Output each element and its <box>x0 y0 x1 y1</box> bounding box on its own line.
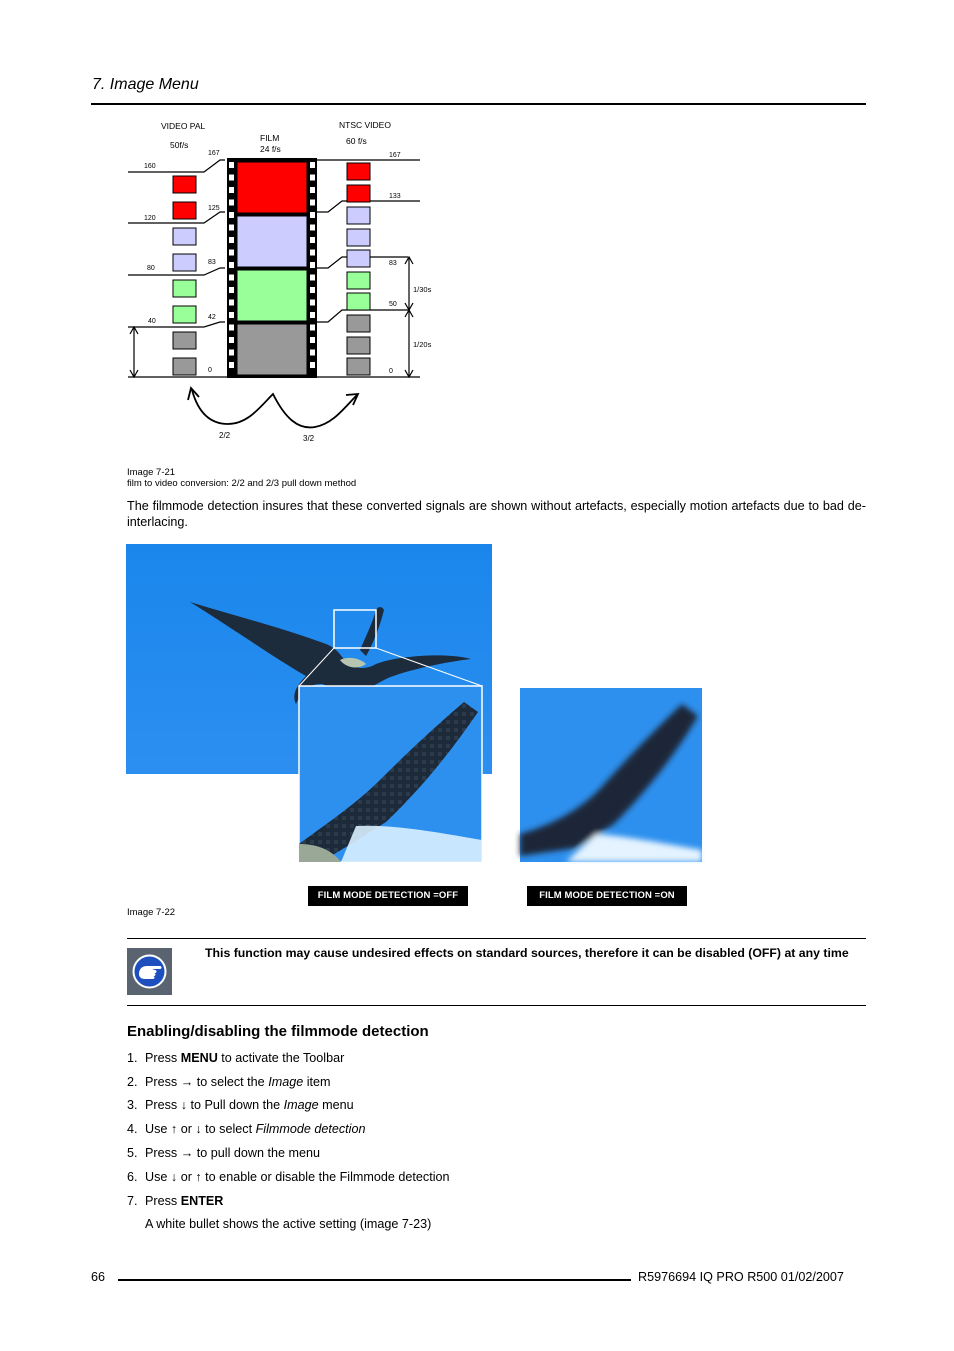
ntsc-tick: 167 <box>389 152 401 159</box>
note-text: This function may cause undesired effects on standard sources, therefore it can be disabled (OFF) at any time <box>205 946 849 960</box>
film-perforation <box>310 250 315 256</box>
step-number: 5. <box>127 1146 138 1160</box>
pal-left-tick: 120 <box>144 215 156 222</box>
pal-frame <box>173 358 196 375</box>
zoom-on-image <box>520 688 702 862</box>
film-perforation <box>229 337 234 343</box>
ntsc-tick: 83 <box>389 260 397 267</box>
film-perforation <box>310 237 315 243</box>
ntsc-tick: 50 <box>389 301 397 308</box>
film-mode-off-label: FILM MODE DETECTION =OFF <box>308 886 468 906</box>
step-item <box>127 1193 223 1209</box>
pulldown-label: 2/2 <box>219 431 231 440</box>
ntsc-frame <box>347 229 370 246</box>
film-perforation <box>229 350 234 356</box>
film-perforation <box>310 287 315 293</box>
step-item <box>127 1121 366 1137</box>
film-perforation <box>310 312 315 318</box>
chapter-title: 7. Image Menu <box>92 76 199 93</box>
ntsc-frame <box>347 250 370 267</box>
step-item <box>127 1050 344 1066</box>
step-note: A white bullet shows the active setting (image 7-23) <box>145 1217 432 1231</box>
pulldown-arrows <box>188 388 358 427</box>
step-text: to activate the Toolbar <box>217 1051 345 1065</box>
pal-left-tick: 40 <box>148 318 156 325</box>
film-perforation <box>229 262 234 268</box>
pal-frame <box>173 306 196 323</box>
film-perforation <box>310 262 315 268</box>
step-keyword: ENTER <box>180 1194 224 1208</box>
ntsc-frames <box>347 163 370 375</box>
step-number: 1. <box>127 1051 138 1065</box>
document-info: R5976694 IQ PRO R500 01/02/2007 <box>638 1270 844 1284</box>
film-perforation <box>310 212 315 218</box>
film-perforation <box>229 237 234 243</box>
film-perforation <box>229 300 234 306</box>
figure-caption-text: film to video conversion: 2/2 and 2/3 pull down method <box>127 478 357 489</box>
step-number: 6. <box>127 1170 138 1184</box>
body-paragraph: The filmmode detection insures that these converted signals are shown without artefacts, especially motion artefacts due to bad de-interlacing. <box>127 499 866 529</box>
ntsc-frame <box>347 207 370 224</box>
ntsc-label: NTSC VIDEO <box>339 120 391 130</box>
pointing-hand-icon <box>127 948 172 995</box>
interval-label: 1/30s <box>413 285 432 294</box>
film-perforation <box>310 337 315 343</box>
film-frame <box>237 324 307 375</box>
step-text: Press <box>145 1051 181 1065</box>
film-perforation <box>229 287 234 293</box>
film-perforation <box>229 175 234 181</box>
film-perforation <box>310 187 315 193</box>
header-rule <box>91 103 866 105</box>
film-perforation <box>310 275 315 281</box>
step-text: Use ↑ or ↓ to select <box>145 1122 256 1136</box>
film-frame <box>237 216 307 267</box>
step-text: item <box>303 1075 331 1089</box>
step-number: 3. <box>127 1098 138 1112</box>
step-number: 7. <box>127 1194 138 1208</box>
step-keyword: MENU <box>180 1051 218 1065</box>
pal-right-tick: 42 <box>208 314 216 321</box>
step-item <box>127 1169 450 1185</box>
section-title: Enabling/disabling the filmmode detection <box>127 1023 429 1040</box>
film-perforation <box>310 350 315 356</box>
step-text: menu <box>318 1098 354 1112</box>
page-number: 66 <box>91 1270 106 1284</box>
note-rule-top <box>127 938 866 939</box>
ntsc-frame <box>347 272 370 289</box>
step-item <box>127 1145 320 1161</box>
step-number: 4. <box>127 1122 138 1136</box>
ntsc-frame <box>347 163 370 180</box>
pal-right-tick: 167 <box>208 150 220 157</box>
film-perforation <box>229 225 234 231</box>
interval-label: 1/20s <box>413 340 432 349</box>
film-perforation <box>310 200 315 206</box>
film-perforation <box>310 325 315 331</box>
ntsc-tick: 133 <box>389 193 401 200</box>
ntsc-frame <box>347 293 370 310</box>
film-perforation <box>229 162 234 168</box>
step-item <box>127 1074 331 1090</box>
pal-frame <box>173 332 196 349</box>
film-perforation <box>229 275 234 281</box>
film-frame <box>237 162 307 213</box>
ntsc-frame <box>347 315 370 332</box>
note-rule-bottom <box>127 1005 866 1006</box>
film-strip <box>227 158 317 378</box>
step-text: Press → to pull down the menu <box>145 1146 321 1160</box>
video-pal-label: VIDEO PAL <box>161 121 206 131</box>
zoom-off-image <box>299 686 482 862</box>
pal-right-tick: 0 <box>208 367 212 374</box>
step-text: Use ↓ or ↑ to enable or disable the Filmmode detection <box>145 1170 450 1184</box>
ntsc-rate: 60 f/s <box>346 136 367 146</box>
pal-right-tick: 125 <box>208 205 220 212</box>
ntsc-frame <box>347 358 370 375</box>
film-perforation <box>229 325 234 331</box>
pal-frame <box>173 176 196 193</box>
footer-rule <box>118 1279 631 1281</box>
film-perforation <box>229 187 234 193</box>
step-keyword: Filmmode detection <box>255 1122 366 1136</box>
step-number: 2. <box>127 1075 138 1089</box>
pal-right-tick: 83 <box>208 259 216 266</box>
figure-caption-number: Image 7-22 <box>127 907 176 918</box>
pal-left-tick: 160 <box>144 163 156 170</box>
ntsc-frame <box>347 185 370 202</box>
film-perforation <box>310 175 315 181</box>
step-keyword: Image <box>268 1075 304 1089</box>
video-pal-rate: 50f/s <box>170 140 189 150</box>
film-label: FILM <box>260 133 280 143</box>
film-perforation <box>310 162 315 168</box>
film-perforation <box>310 362 315 368</box>
step-text: Press → to select the <box>145 1075 269 1089</box>
step-text: Press ↓ to Pull down the <box>145 1098 284 1112</box>
pal-frame <box>173 280 196 297</box>
film-mode-on-label: FILM MODE DETECTION =ON <box>527 886 687 906</box>
figure-caption-number: Image 7-21 <box>127 467 176 478</box>
film-perforation <box>310 300 315 306</box>
film-perforation <box>229 200 234 206</box>
step-item <box>127 1097 354 1113</box>
ntsc-tick: 0 <box>389 368 393 375</box>
film-perforation <box>229 212 234 218</box>
pal-frame <box>173 228 196 245</box>
pal-left-tick: 80 <box>147 265 155 272</box>
step-text: Press <box>145 1194 181 1208</box>
film-frame <box>237 270 307 321</box>
pal-frame <box>173 202 196 219</box>
film-rate: 24 f/s <box>260 144 281 154</box>
film-perforation <box>229 312 234 318</box>
pulldown-diagram <box>120 112 440 457</box>
film-perforation <box>229 362 234 368</box>
pulldown-label: 3/2 <box>303 434 315 443</box>
pal-frame <box>173 254 196 271</box>
ntsc-frame <box>347 337 370 354</box>
step-keyword: Image <box>283 1098 319 1112</box>
film-perforation <box>229 250 234 256</box>
filmmode-comparison-photo <box>126 544 706 864</box>
film-perforation <box>310 225 315 231</box>
